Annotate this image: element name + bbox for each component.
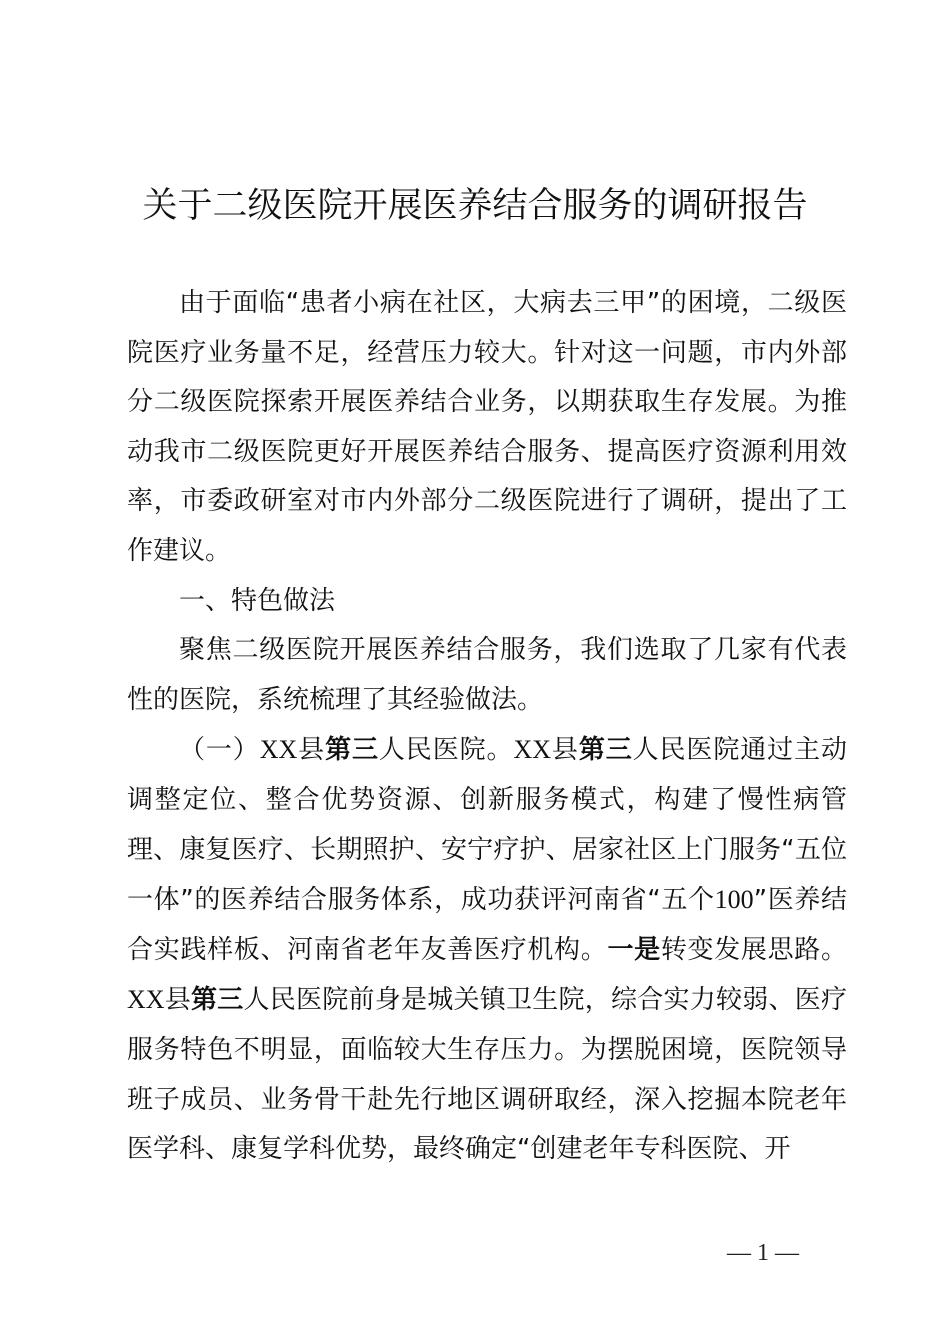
hospital-ordinal: 第三	[578, 735, 633, 766]
document-title: 关于二级医院开展医养结合服务的调研报告	[142, 186, 808, 226]
hospital-ordinal: 第三	[191, 985, 244, 1016]
hospital-ordinal: 第三	[325, 735, 379, 766]
county-name: XX县	[127, 985, 192, 1015]
case-text: 人民医院前身是城关镇卫生院，综合实力较弱、医疗服务特色不明显，面临较大生存压力。为摆脱困境，医院领导班子成员、业务骨干赴先行地区调研取经，深入挖掘本院老年医学科、康复学科优势，最终确定“创建老年专科医院、开	[127, 985, 847, 1165]
case-text: 人民医院通过主动调整定位、整合优势资源、创新服务模式，构建了慢性病管理、康复医疗、长期照护、安宁疗护、居家社区上门服务“五位一体”的医养结合服务体系，成功获评河南省“五个	[127, 735, 847, 916]
case-text: 转变发展思路。	[660, 934, 847, 965]
section-intro-paragraph: 聚焦二级医院开展医养结合服务，我们选取了几家有代表性的医院，系统梳理了其经验做法。	[127, 635, 847, 715]
document-body	[127, 279, 847, 1175]
page-number: — 1 —	[727, 1240, 799, 1266]
intro-paragraph: 由于面临“患者小病在社区，大病去三甲”的困境，二级医院医疗业务量不足，经营压力较大。针对这一问题，市内外部分二级医院探索开展医养结合业务，以期获取生存发展。为推动我市二级医院更好开展医养结合服务、提高医疗资源利用效率，市委政研室对市内外部分二级医院进行了调研，提出了工作建议。	[127, 288, 847, 566]
section-heading: 一、特色做法	[179, 585, 336, 616]
case-text: 人民医院。	[378, 735, 514, 766]
case-paragraph	[127, 725, 847, 1174]
case-text: ”医养结合实践样板、河南省老年友善医疗机构。	[127, 885, 847, 965]
point-label: 一是	[607, 934, 661, 965]
number-text: 100	[714, 885, 754, 915]
case-number: （一）	[179, 735, 260, 766]
county-name: XX县	[259, 735, 326, 765]
county-name: XX县	[513, 735, 579, 765]
